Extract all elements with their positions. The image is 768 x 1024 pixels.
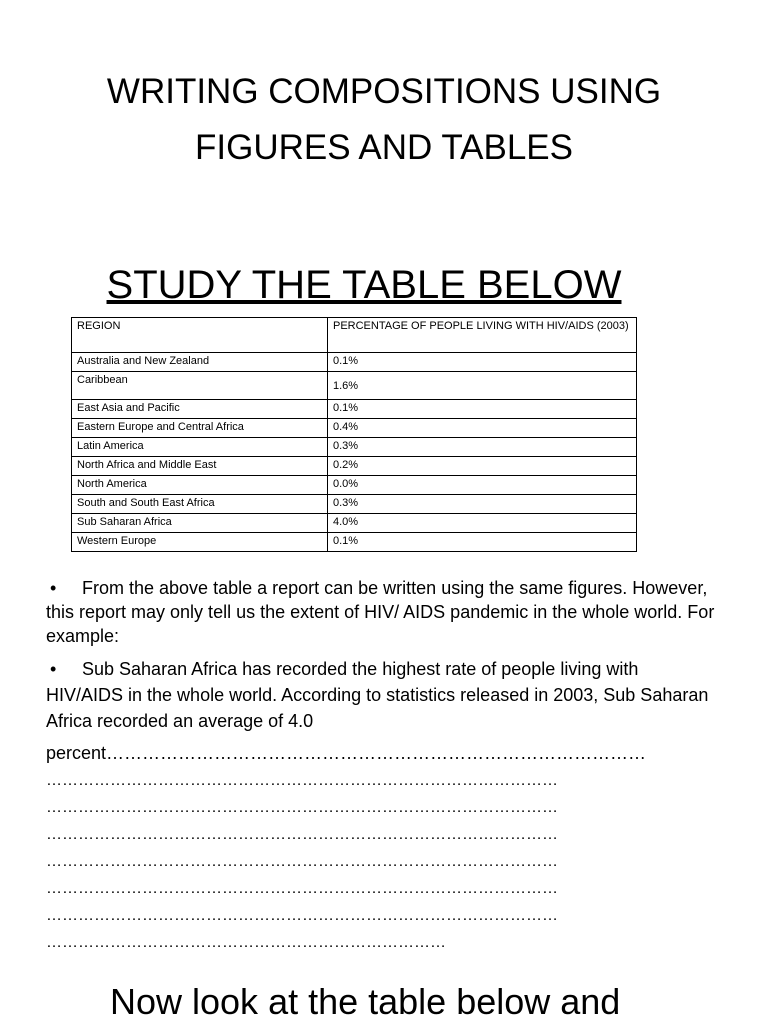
- answer-line: percent………………………………………………………………………………: [46, 743, 647, 763]
- answer-line: ……………………………………………………………………………………: [46, 880, 558, 897]
- answer-line: ……………………………………………………………………………………: [46, 772, 558, 789]
- table-row: [72, 495, 637, 514]
- bottom-text: Now look at the table below and: [110, 981, 621, 1022]
- answer-line: ……………………………………………………………………………………: [46, 907, 558, 924]
- region-cell: North America: [72, 476, 328, 495]
- paragraph-1: [46, 576, 716, 648]
- title-line-2: FIGURES AND TABLES: [195, 128, 573, 167]
- table-header-row: [72, 318, 637, 353]
- percentage-cell: 0.1%: [328, 533, 637, 552]
- region-cell: North Africa and Middle East: [72, 457, 328, 476]
- region-cell: South and South East Africa: [72, 495, 328, 514]
- section-heading: STUDY THE TABLE BELOW: [106, 263, 622, 307]
- percentage-cell: 0.0%: [328, 476, 637, 495]
- table-row: [72, 476, 637, 495]
- title-line-1: WRITING COMPOSITIONS USING: [106, 72, 662, 111]
- table-row: [72, 457, 637, 476]
- header-region: REGION: [72, 318, 328, 353]
- answer-line: ……………………………………………………………………………………: [46, 826, 558, 843]
- answer-line: ……………………………………………………………………………………: [46, 853, 558, 870]
- percentage-cell: 1.6%: [328, 372, 637, 400]
- table-row: [72, 533, 637, 552]
- region-cell: Latin America: [72, 438, 328, 457]
- answer-line: …………………………………………………………………: [46, 934, 446, 951]
- percentage-cell: 4.0%: [328, 514, 637, 533]
- region-cell: Sub Saharan Africa: [72, 514, 328, 533]
- header-percentage: PERCENTAGE OF PEOPLE LIVING WITH HIV/AIDS (2003): [328, 318, 637, 353]
- percentage-cell: 0.1%: [328, 400, 637, 419]
- region-cell: Caribbean: [72, 372, 328, 400]
- percentage-cell: 0.3%: [328, 438, 637, 457]
- bullet-2: •: [50, 659, 57, 679]
- paragraph-2: [46, 656, 716, 734]
- table-row: [72, 419, 637, 438]
- percentage-cell: 0.1%: [328, 353, 637, 372]
- table-row: [72, 372, 637, 400]
- table-row: [72, 353, 637, 372]
- region-cell: Eastern Europe and Central Africa: [72, 419, 328, 438]
- answer-line: ……………………………………………………………………………………: [46, 799, 558, 816]
- percentage-cell: 0.4%: [328, 419, 637, 438]
- table-row: [72, 400, 637, 419]
- hiv-aids-table: [71, 317, 637, 552]
- region-cell: East Asia and Pacific: [72, 400, 328, 419]
- percentage-cell: 0.2%: [328, 457, 637, 476]
- paragraph-2-text: Sub Saharan Africa has recorded the highest rate of people living with HIV/AIDS in the whole world. According to statistics released in 2003, Sub Saharan Africa recorded an average of 4.0: [46, 659, 709, 731]
- bullet-1: •: [50, 578, 57, 598]
- percentage-cell: 0.3%: [328, 495, 637, 514]
- table-row: [72, 438, 637, 457]
- region-cell: Australia and New Zealand: [72, 353, 328, 372]
- table-row: [72, 514, 637, 533]
- region-cell: Western Europe: [72, 533, 328, 552]
- paragraph-1-text: From the above table a report can be written using the same figures. However, this report may only tell us the extent of HIV/ AIDS pandemic in the whole world. For example:: [46, 578, 715, 646]
